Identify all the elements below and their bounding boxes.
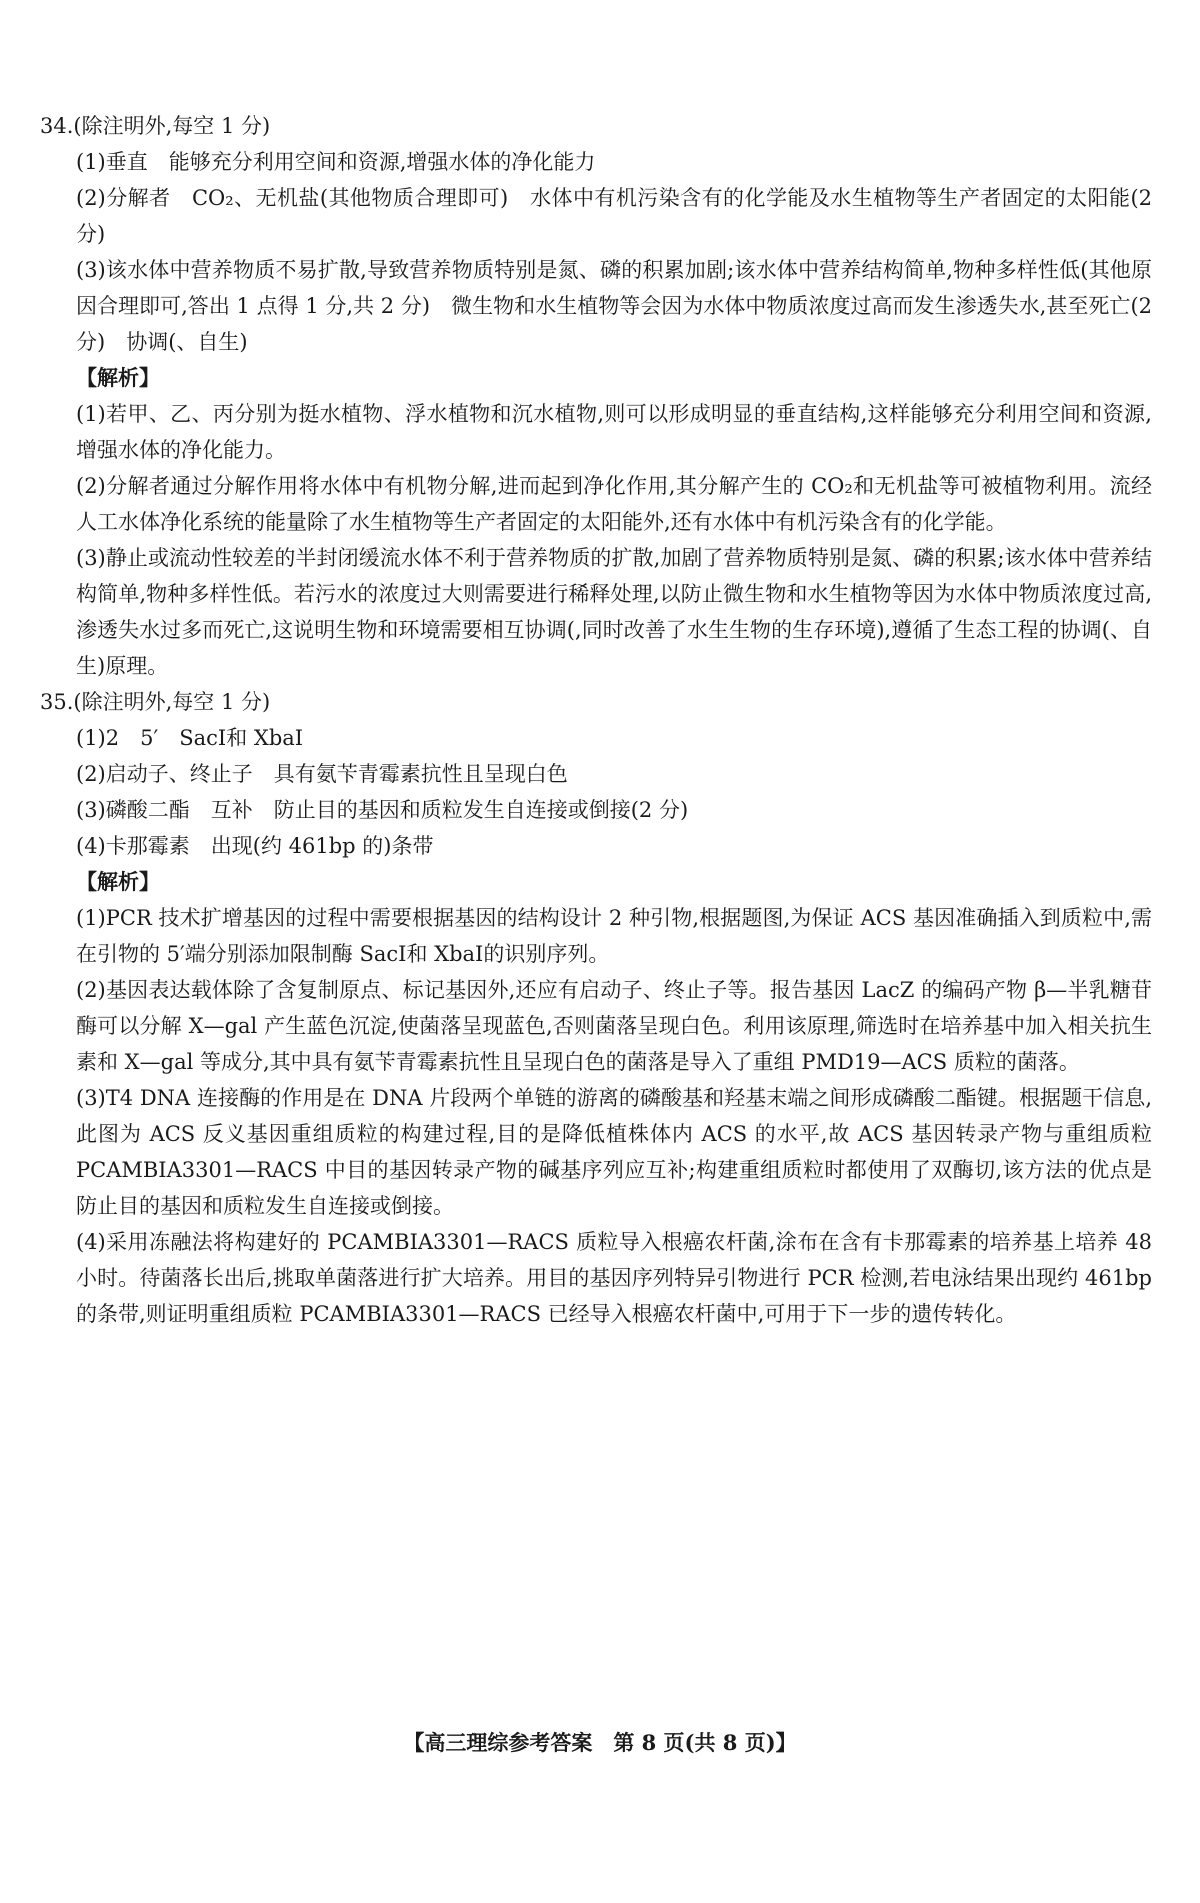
q35-answer-3: (3)磷酸二酯 互补 防止目的基因和质粒发生自连接或倒接(2 分) — [76, 798, 689, 822]
answer-content — [40, 108, 1152, 1332]
q35-answer-2: (2)启动子、终止子 具有氨苄青霉素抗性且呈现白色 — [76, 762, 568, 786]
q35-analysis-3: (3)T4 DNA 连接酶的作用是在 DNA 片段两个单链的游离的磷酸基和羟基末端之间形成磷酸二酯键。根据题干信息,此图为 ACS 反义基因重组质粒的构建过程,目的是降低植株体内 ACS 的水平,故 ACS 基因转录产物与重组质粒 PCAMBIA3301—RACS 中目的基因转录产物的碱基序列应互补;构建重组质粒时都使用了双酶切,该方法的优点是防止目的基因和质粒发生自连接或倒接。 — [76, 1086, 1152, 1218]
q35-analysis-1: (1)PCR 技术扩增基因的过程中需要根据基因的结构设计 2 种引物,根据题图,为保证 ACS 基因准确插入到质粒中,需在引物的 5′端分别添加限制酶 SacⅠ和 XbaⅠ的识别序列。 — [76, 906, 1152, 966]
q34-answer-2: (2)分解者 CO₂、无机盐(其他物质合理即可) 水体中有机污染含有的化学能及水生植物等生产者固定的太阳能(2 分) — [76, 186, 1152, 246]
q34-analysis-2: (2)分解者通过分解作用将水体中有机物分解,进而起到净化作用,其分解产生的 CO₂和无机盐等可被植物利用。流经人工水体净化系统的能量除了水生植物等生产者固定的太阳能外,还有水体中有机污染含有的化学能。 — [76, 474, 1152, 534]
q34-analysis-1: (1)若甲、乙、丙分别为挺水植物、浮水植物和沉水植物,则可以形成明显的垂直结构,这样能够充分利用空间和资源,增强水体的净化能力。 — [76, 402, 1152, 462]
q35-analysis-4: (4)采用冻融法将构建好的 PCAMBIA3301—RACS 质粒导入根癌农杆菌,涂布在含有卡那霉素的培养基上培养 48 小时。待菌落长出后,挑取单菌落进行扩大培养。用目的基因序列特异引物进行 PCR 检测,若电泳结果出现约 461bp 的条带,则证明重组质粒 PCAMBIA3301—RACS 已经导入根癌农杆菌中,可用于下一步的遗传转化。 — [76, 1230, 1152, 1326]
page-footer: 【高三理综参考答案 第 8 页(共 8 页)】 — [403, 1730, 797, 1755]
question-35-heading: 35.(除注明外,每空 1 分) — [40, 690, 271, 714]
q35-answer-1: (1)2 5′ SacⅠ和 XbaⅠ — [76, 726, 304, 750]
question-34-heading: 34.(除注明外,每空 1 分) — [40, 114, 271, 138]
q35-analysis-label: 【解析】 — [76, 869, 160, 894]
q34-answer-1: (1)垂直 能够充分利用空间和资源,增强水体的净化能力 — [76, 150, 596, 174]
q34-answer-3: (3)该水体中营养物质不易扩散,导致营养物质特别是氮、磷的积累加剧;该水体中营养结构简单,物种多样性低(其他原因合理即可,答出 1 点得 1 分,共 2 分) 微生物和水生植物等会因为水体中物质浓度过高而发生渗透失水,甚至死亡(2 分) 协调(、自生) — [76, 258, 1152, 354]
q34-analysis-label: 【解析】 — [76, 365, 160, 390]
q35-analysis-2: (2)基因表达载体除了含复制原点、标记基因外,还应有启动子、终止子等。报告基因 LacZ 的编码产物 β—半乳糖苷酶可以分解 X—gal 产生蓝色沉淀,使菌落呈现蓝色,否则菌落呈现白色。利用该原理,筛选时在培养基中加入相关抗生素和 X—gal 等成分,其中具有氨苄青霉素抗性且呈现白色的菌落是导入了重组 PMD19—ACS 质粒的菌落。 — [76, 978, 1152, 1074]
q35-answer-4: (4)卡那霉素 出现(约 461bp 的)条带 — [76, 834, 434, 858]
q34-analysis-3: (3)静止或流动性较差的半封闭缓流水体不利于营养物质的扩散,加剧了营养物质特别是氮、磷的积累;该水体中营养结构简单,物种多样性低。若污水的浓度过大则需要进行稀释处理,以防止微生物和水生植物等因为水体中物质浓度过高,渗透失水过多而死亡,这说明生物和环境需要相互协调(,同时改善了水生生物的生存环境),遵循了生态工程的协调(、自生)原理。 — [76, 546, 1152, 678]
